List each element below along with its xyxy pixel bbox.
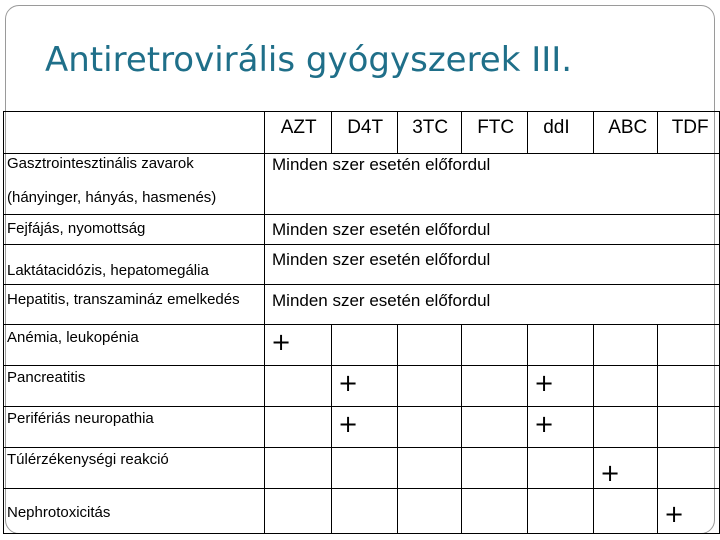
column-header-d4t: D4T (347, 117, 384, 138)
table-border (3, 111, 720, 112)
row-label: Anémia, leukopénia (7, 329, 139, 346)
row-divider (3, 214, 720, 215)
column-header-ddi: ddI (543, 117, 570, 138)
column-divider (461, 324, 462, 533)
row-divider (3, 284, 720, 285)
slide-title: Antiretrovirális gyógyszerek III. (45, 40, 573, 80)
label-column-divider (264, 111, 265, 533)
column-divider (331, 111, 332, 153)
plus-mark-ddi: + (534, 369, 555, 397)
plus-mark-ddi: + (534, 410, 555, 438)
plus-mark-d4t: + (338, 369, 359, 397)
row-label: Túlérzékenységi reakció (7, 451, 169, 468)
column-divider (397, 111, 398, 153)
plus-mark-tdf: + (664, 500, 685, 528)
row-label: Hepatitis, transzamináz emelkedés (7, 291, 240, 308)
row-divider (3, 244, 720, 245)
row-divider (3, 324, 720, 325)
plus-mark-azt: + (271, 328, 292, 356)
row-note: Minden szer esetén előfordul (272, 220, 491, 239)
column-divider (527, 324, 528, 533)
row-note: Minden szer esetén előfordul (272, 291, 491, 310)
row-label: Gasztrointesztinális zavarok (7, 155, 194, 172)
row-label: Pancreatitis (7, 369, 86, 386)
column-header-ftc: FTC (477, 117, 515, 138)
column-header-azt: AZT (280, 117, 317, 138)
row-divider (3, 447, 720, 448)
column-header-3tc: 3TC (412, 117, 449, 138)
plus-mark-abc: + (600, 459, 621, 487)
column-divider (397, 324, 398, 533)
row-label: Fejfájás, nyomottság (7, 220, 146, 237)
row-label: Perifériás neuropathia (7, 410, 154, 427)
row-label: Nephrotoxicitás (7, 504, 111, 521)
column-divider (527, 111, 528, 153)
row-label: Laktátacidózis, hepatomegália (7, 262, 209, 279)
column-divider (593, 111, 594, 153)
column-divider (657, 111, 658, 153)
plus-mark-d4t: + (338, 410, 359, 438)
column-divider (593, 324, 594, 533)
column-divider (461, 111, 462, 153)
row-divider (3, 488, 720, 489)
row-divider (3, 365, 720, 366)
column-header-tdf: TDF (671, 117, 709, 138)
column-header-abc: ABC (608, 117, 648, 138)
column-divider (657, 324, 658, 533)
row-note: Minden szer esetén előfordul (272, 250, 491, 269)
table-border (3, 111, 4, 533)
row-label-continuation: (hányinger, hányás, hasmenés) (7, 189, 217, 206)
table-border (3, 533, 720, 534)
column-divider (331, 324, 332, 533)
row-divider (3, 153, 720, 154)
row-note: Minden szer esetén előfordul (272, 155, 491, 174)
row-divider (3, 406, 720, 407)
